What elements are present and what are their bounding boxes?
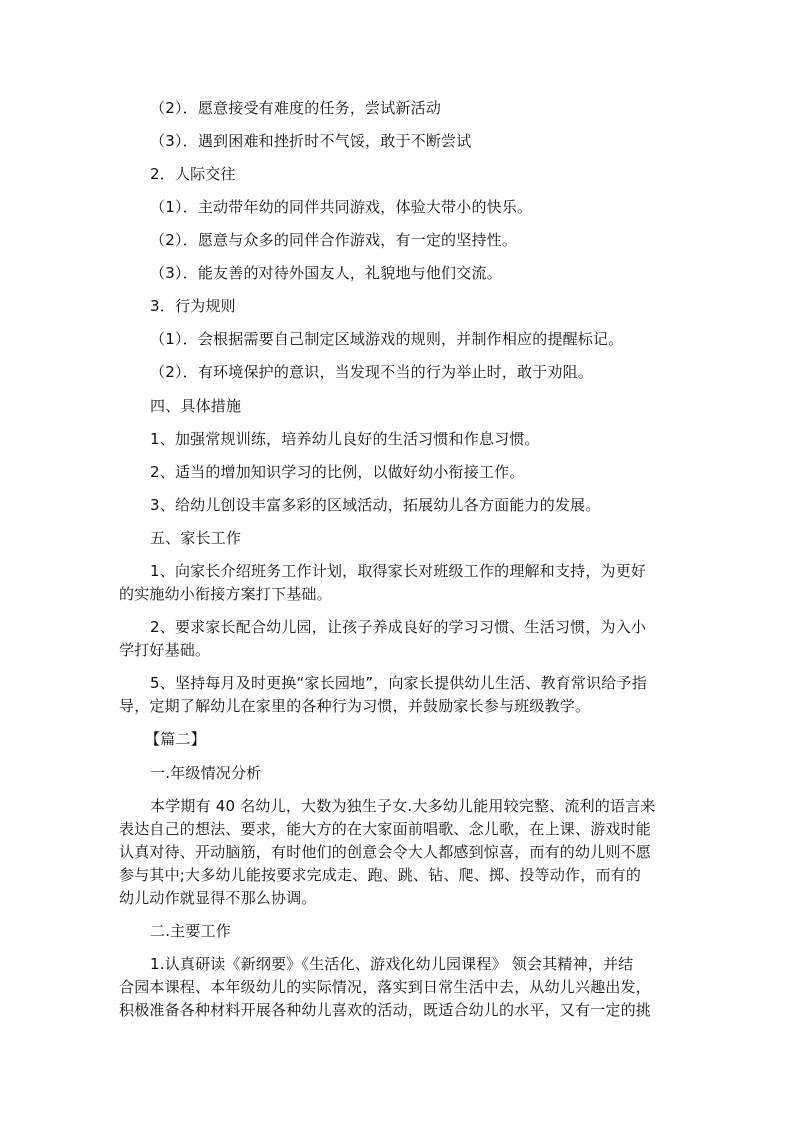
- section-heading: 二.主要工作: [150, 922, 231, 940]
- text-line: 本学期有 40 名幼儿，大数为独生子女.大多幼儿能用较完整、流利的语言来: [150, 797, 656, 815]
- part-heading: 【篇二】: [145, 730, 206, 748]
- text-line: 2、要求家长配合幼儿园，让孩子养成良好的学习习惯、生活习惯，为入小: [150, 618, 647, 636]
- text-line: 1、加强常规训练，培养幼儿良好的生活习惯和作息习惯。: [150, 430, 540, 448]
- text-line: （3）．遇到困难和挫折时不气馁，敢于不断尝试: [150, 132, 472, 150]
- text-line: 积极准备各种材料开展各种幼儿喜欢的活动，既适合幼儿的水平，又有一定的挑: [119, 1001, 652, 1019]
- text-line: 幼儿动作就显得不那么协调。: [119, 889, 317, 907]
- text-line: 5、坚持每月及时更换“家长园地”，向家长提供幼儿生活、教育常识给予指: [150, 674, 647, 692]
- text-line: （1）．主动带年幼的同伴共同游戏，体验大带小的快乐。: [150, 198, 533, 216]
- text-line: （3）．能友善的对待外国友人，礼貌地与他们交流。: [150, 264, 502, 282]
- text-line: （1）．会根据需要自己制定区域游戏的规则，并制作相应的提醒标记。: [150, 330, 624, 348]
- text-line: 认真对待、开动脑筋，有时他们的创意会令大人都感到惊喜，而有的幼儿则不愿: [119, 843, 652, 861]
- text-line: 1.认真研读《新纲要》《生活化、游戏化幼儿园课程》 领会其精神，并结: [150, 955, 634, 973]
- text-line: （2）．愿意与众多的同伴合作游戏，有一定的坚持性。: [150, 231, 518, 249]
- section-heading: 四、具体措施: [150, 397, 242, 415]
- section-heading: 3．行为规则: [150, 297, 236, 315]
- section-heading: 五、家长工作: [150, 529, 242, 547]
- text-line: （2）．有环境保护的意识，当发现不当的行为举止时，敢于劝阻。: [150, 363, 594, 381]
- text-line: 导，定期了解幼儿在家里的各种行为习惯，并鼓励家长参与班级教学。: [119, 697, 591, 715]
- text-line: 合园本课程、本年级幼儿的实际情况，落实到日常生活中去，从幼儿兴趣出发，: [119, 978, 652, 996]
- text-line: 学打好基础。: [119, 641, 211, 659]
- text-line: （2）．愿意接受有难度的任务，尝试新活动: [150, 99, 442, 117]
- text-line: 2、适当的增加知识学习的比例，以做好幼小衔接工作。: [150, 463, 525, 481]
- section-heading: 2．人际交往: [150, 165, 236, 183]
- text-line: 1、向家长介绍班务工作计划，取得家长对班级工作的理解和支持，为更好: [150, 562, 647, 580]
- text-line: 的实施幼小衔接方案打下基础。: [119, 585, 332, 603]
- text-line: 3、给幼儿创设丰富多彩的区域活动，拓展幼儿各方面能力的发展。: [150, 496, 601, 514]
- section-heading: 一.年级情况分析: [150, 764, 262, 782]
- text-line: 表达自己的想法、要求，能大方的在大家面前唱歌、念儿歌，在上课、游戏时能: [119, 820, 652, 838]
- text-line: 参与其中;大多幼儿能按要求完成走、跑、跳、钻、爬、掷、投等动作，而有的: [119, 866, 642, 884]
